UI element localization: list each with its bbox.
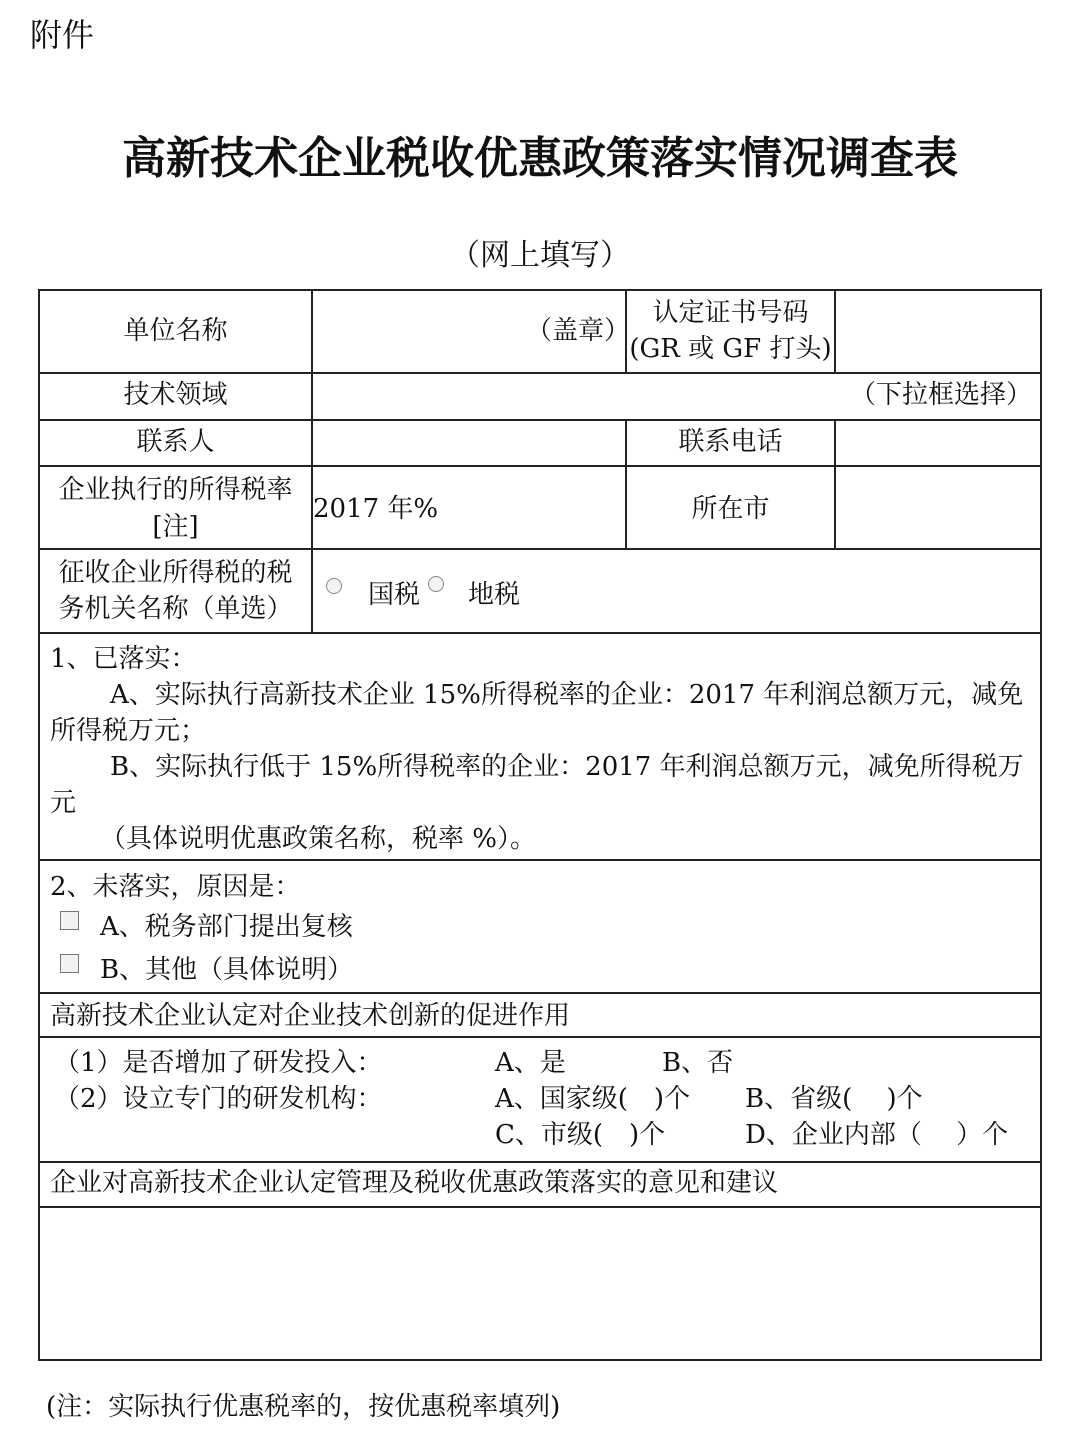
city-label: 所在市 [691,494,770,524]
page-title: 高新技术企业税收优惠政策落实情况调查表 [122,133,958,184]
row-divider [40,992,1040,994]
row-divider [40,1036,1040,1038]
page-subtitle: （网上填写） [450,238,630,273]
contact-person-input[interactable] [313,421,625,465]
rd-city-level[interactable]: C、市级( )个 [495,1120,666,1150]
dropdown-hint: （下拉框选择） [850,380,1033,410]
rd-provincial-level[interactable]: B、省级( )个 [745,1084,923,1114]
cert-number-label-line1: 认定证书号码 [652,298,809,328]
rd-internal-level[interactable]: D、企业内部（ ）个 [745,1120,1009,1150]
rd-investment-question: （1）是否增加了研发投入： [54,1048,383,1078]
not-implemented-heading: 2、未落实，原因是： [50,872,301,902]
local-tax-label: 地税 [468,580,521,610]
innovation-heading: 高新技术企业认定对企业技术创新的促进作用 [50,1001,571,1031]
rd-national-level[interactable]: A、国家级( )个 [495,1084,691,1114]
seal-label: （盖章） [526,316,631,346]
city-input[interactable] [836,467,1042,548]
tax-authority-label-line2: 务机关名称（单选） [58,594,293,624]
survey-form [38,289,1042,1361]
row-divider [40,1161,1040,1163]
implemented-item-a-line2: 所得税万元； [50,716,207,746]
implemented-heading: 1、已落实： [50,644,197,674]
contact-phone-label: 联系电话 [678,427,783,457]
cert-number-input[interactable] [836,291,1042,372]
implemented-item-b-line1: B、实际执行低于 15%所得税率的企业：2017 年利润总额万元，减免所得税万 [110,752,1024,782]
other-checkbox[interactable] [60,954,79,973]
row-divider [40,859,1040,861]
suggestions-textarea[interactable] [42,1208,1040,1359]
row-divider [40,632,1040,634]
rd-investment-no[interactable]: B、否 [662,1048,734,1078]
cert-number-label-line2: (GR 或 GF 打头) [629,334,832,364]
tech-field-label: 技术领域 [123,380,228,410]
contact-person-label: 联系人 [136,427,215,457]
tax-rate-label-line1: 企业执行的所得税率 [58,475,293,505]
review-option-label: A、税务部门提出复核 [100,912,353,942]
other-option-label: B、其他（具体说明） [100,955,354,985]
contact-phone-input[interactable] [836,421,1042,465]
local-tax-radio[interactable] [428,576,444,592]
suggestions-heading: 企业对高新技术企业认定管理及税收优惠政策落实的意见和建议 [50,1168,779,1198]
tax-rate-input[interactable]: 2017 年% [313,494,439,524]
tax-authority-label-line1: 征收企业所得税的税 [58,558,293,588]
tax-rate-label-line2: [注] [152,512,199,542]
company-name-label: 单位名称 [123,316,228,346]
rd-investment-yes[interactable]: A、是 [495,1048,566,1078]
national-tax-radio[interactable] [326,578,342,594]
implemented-item-b-line3: （具体说明优惠政策名称，税率 %）。 [100,824,536,854]
implemented-item-a-line1: A、实际执行高新技术企业 15%所得税率的企业：2017 年利润总额万元，减免 [110,680,1024,710]
row-divider [40,548,1040,550]
review-checkbox[interactable] [60,911,79,930]
attachment-label: 附件 [30,16,95,54]
footnote: (注：实际执行优惠税率的，按优惠税率填列) [46,1392,561,1422]
national-tax-label: 国税 [368,580,421,610]
implemented-item-b-line2: 元 [50,788,77,818]
rd-institution-question: （2）设立专门的研发机构： [54,1084,383,1114]
